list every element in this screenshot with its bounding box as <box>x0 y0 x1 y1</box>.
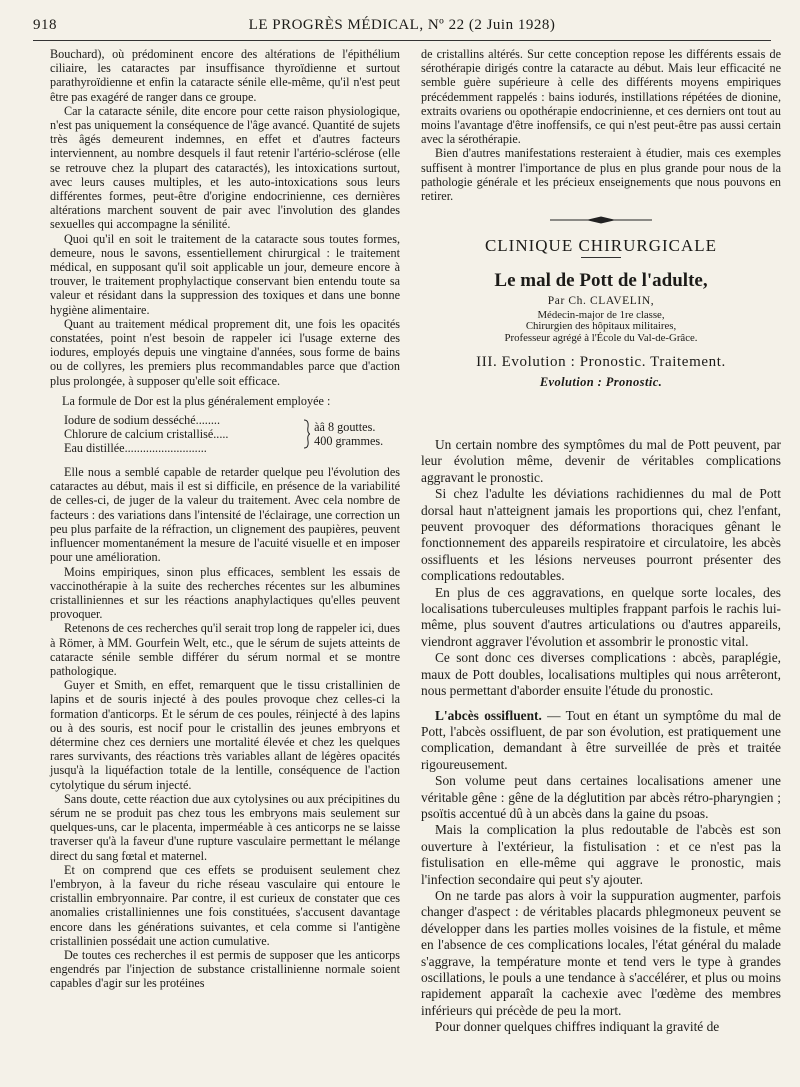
formula-dose: àâ 8 gouttes. <box>314 420 376 435</box>
part-heading: III. Evolution : Pronostic. Traitement. <box>476 354 726 371</box>
formula-line: Eau distillée........................... <box>64 441 207 456</box>
paragraph: Bien d'autres manifestations resteraient à étudier, mais ces exemples suffisent à montrer l'importance de plus en plus grande pour nous de la pathologie générale et les précieux enseignements que nous pouvons en retirer. <box>421 146 781 204</box>
paragraph <box>421 708 781 774</box>
formula-table <box>50 413 400 455</box>
journal-title: LE PROGRÈS MÉDICAL, Nº 22 (2 Juin 1928) <box>248 17 556 33</box>
formula-intro: La formule de Dor est la plus généralement employée : <box>62 393 331 408</box>
right-column <box>421 47 781 397</box>
paragraph: De toutes ces recherches il est permis de supposer que les anticorps engendrés par l'injection de substance cristallinienne normale soient capables d'agir sur les protéines <box>50 947 400 991</box>
paragraph: Mais la complication la plus redoutable de l'abcès est son ouverture à l'extérieur, la fistulisation : et ce n'est pas la fistulisation en elle-même qui aggrave le pronostic, mais l'infection secondaire qui peut s'y ajouter. <box>421 822 781 887</box>
paragraph: Retenons de ces recherches qu'il serait trop long de rappeler ici, dues à Römer, à MM. Gourfein Welt, etc., que le sérum de sujets atteints de cataracte sénile semble différer du sérum normal et se montre pathologique. <box>50 621 400 678</box>
paragraph: Son volume peut dans certaines localisations amener une véritable gêne : gêne de la déglutition par abcès rétro-pharyngien ; psoïtis accentué dû à un abcès dans la gaine du psoas. <box>421 773 781 821</box>
formula-ingredients <box>50 413 303 455</box>
paragraph: Si chez l'adulte les déviations rachidiennes du mal de Pott dorsal haut n'atteignent jamais les proportions qui, chez l'enfant, peuvent provoquer des déformations thoraciques gênant le fonctionnement des appareils respiratoire et circulatoire, les abcès ossifluents et les lésions nerveuses pourront présenter des complications redoutables. <box>421 486 781 584</box>
right-column-body <box>421 437 781 1036</box>
brace-icon <box>303 419 311 449</box>
paragraph: Un certain nombre des symptômes du mal de Pott peuvent, par leur évolution même, devenir de véritables complications aggravant le pronostic. <box>421 437 781 485</box>
affiliation-line: Chirurgien des hôpitaux militaires, <box>525 320 677 333</box>
paragraph: de cristallins altérés. Sur cette conception repose les différents essais de sérothérapie dirigés contre la cataracte au début. Mais leur efficacité ne semble guère supérieure à celle des différents moyens empiriques précédemment rappelés : bains iodurés, instillations répétées de dionine, extraits ovariens ou opothérapie endocrinienne, et ces derniers ont tout au moins l'avantage d'être inoffensifs, ce qui n'est peut-être pas aussi certain avec la sérothérapie. <box>421 47 781 147</box>
section-divider <box>421 215 781 225</box>
run-in-heading: L'abcès ossifluent. <box>435 707 542 723</box>
article-title: Le mal de Pott de l'adulte, <box>494 270 708 292</box>
page-header <box>33 17 771 39</box>
paragraph: Et on comprend que ces effets se produisent seulement chez l'embryon, à la faveur du riche réseau vasculaire qui entoure le cristallin embryonnaire. Par contre, il est curieux de constater que ces anomalies cristalliniennes une fois constituées, s'accusent davantage encore dans les générations suivantes, et cela comme si l'antigène cristallinien possédait une action cumulative. <box>50 862 400 948</box>
left-column <box>50 47 400 991</box>
paragraph: Quant au traitement médical proprement dit, une fois les opacités constatées, point n'est besoin de rappeler ici l'usage externe des iodures, employés depuis une vingtaine d'années, sous forme de bains ou de collyres, les premiers plus recommandables parce que d'action plus prolongée, à supposer qu'elle soit efficace. <box>50 316 400 388</box>
formula-line: Iodure de sodium desséché........ <box>64 413 221 428</box>
paragraph: Sans doute, cette réaction due aux cytolysines ou aux précipitines du sérum ne se produit pas chez tous les embryons mais seulement sur quelques-uns, car le placenta, imperméable à ces anticorps ne se laisse traverser qu'à la faveur d'une rupture vasculaire permettant le mélange direct du sang fœtal et maternel. <box>50 791 400 863</box>
run-in-text: — Tout en étant un symptôme du mal de Pott, l'abcès ossifluent, de par son évolution, est pratiquement une complication, demandant à être surveillée de près et traitée rigoureusement. <box>421 707 781 772</box>
paragraph: Elle nous a semblé capable de retarder quelque peu l'évolution des cataractes au début, mais il est si difficile, en présence de la variabilité de celles-ci, de juger de la valeur du traitement. Avec cela nombre de facteurs : des variations dans l'intensité de l'éclairage, une correction un peu plus parfaite de la réfraction, un clignement des paupières, peuvent influencer momentanément la mesure de l'acuité visuelle et en imposer pour une amélioration. <box>50 465 400 565</box>
section-title: CLINIQUE CHIRURGICALE <box>484 236 718 256</box>
paragraph: Car la cataracte sénile, dite encore pour cette raison physiologique, n'est pas uniquement la conséquence de l'âge avancé. Quantité de sujets très âgés demeurent indemnes, en effet et d'autres facteurs interviennent, au nombre desquels il faut retenir l'artério-sclérose (elle se retrouve chez la plupart des cataractés), les intoxications surtout, avec leurs causes multiples, et les auto-intoxications sous leurs différentes formes, peut-être d'origine endocrinienne, ces dernières altérations marchent souvent de pair avec l'involution des glandes sexuelles qui accompagne la sénilité. <box>50 103 400 232</box>
paragraph: Quoi qu'il en soit le traitement de la cataracte sous toutes formes, demeure, nous le savons, essentiellement chirurgical : le traitement médical, en supposant qu'il soit applicable un jour, demeure encore à trouver, le traitement prophylactique conservant bien entendu toute sa valeur et résidant dans la suppression des toxiques et dans une bonne hygiène alimentaire. <box>50 231 400 317</box>
title-rule <box>581 257 621 258</box>
paragraph: On ne tarde pas alors à voir la suppuration augmenter, parfois changer d'aspect : de véritables placards phlegmoneux peuvent se développer dans les parties molles voisines de la fistule, et même en l'absence de ces complications locales, l'état général du malade s'aggrave, la température monte et tend vers le type à grandes oscillations, le pouls a une tendance à s'accélérer, et plus ou moins rapidement apparaît la cachexie avec l'œdème des membres inférieurs qui précède de peu la mort. <box>421 887 781 1018</box>
paragraph: Bouchard), où prédominent encore des altérations de l'épithélium ciliaire, les cataractes par insuffisance thyroïdienne et surtout parathyroïdienne et enfin la cataracte sénile elle-même, qu'il n'est peut être pas exagéré de ranger dans ce groupe. <box>50 47 400 104</box>
dor-formula <box>50 394 400 455</box>
divider-ornament-icon <box>546 215 656 225</box>
page-number: 918 <box>33 17 57 33</box>
spacer <box>421 700 781 708</box>
paragraph: En plus de ces aggravations, en quelque sorte locales, des localisations tuberculeuses multiples frappant parfois le rachis lui-même, plus souvent d'autres articulations ou d'autres appareils, viendront aggraver l'évolution et assombrir le pronostic vital. <box>421 584 781 649</box>
affiliation-line: Médecin-major de 1re classe, <box>537 308 665 321</box>
author-line: Par Ch. CLAVELIN, <box>547 294 655 307</box>
paragraph: Guyer et Smith, en effet, remarquent que le tissu cristallinien de lapins et de souris injecté à des poules provoque chez celles-ci la formation d'anticorps. Et le sérum de ces poules, réinjecté à des lapins ou à des souris, est nocif pour le cristallin des jeunes embryons et détermine chez ces derniers une mortalité élevée et chez les quelques rares survivants, des réactions très variables allant de légères opacités jusqu'à la liquéfaction totale de la lentille, conséquence de l'action cytolytique du sérum injecté. <box>50 678 400 792</box>
formula-line: Chlorure de calcium cristallisé..... <box>64 427 229 442</box>
paragraph: Ce sont donc ces diverses complications : abcès, paraplégie, maux de Pott doubles, localisations multiples qui nous arrêteront, nous permettant d'aborder ensuite l'étude du pronostic. <box>421 650 781 699</box>
header-rule <box>33 40 771 41</box>
paragraph: Moins empiriques, sinon plus efficaces, semblent les essais de vaccinothérapie à la suite des recherches récentes sur les albumines cristalliniennes et sur les réactions anaphylactiques qu'elles peuvent provoquer. <box>50 564 400 622</box>
formula-doses <box>310 420 400 448</box>
paragraph: Pour donner quelques chiffres indiquant la gravité de <box>435 1019 720 1035</box>
affiliation-line: Professeur agrégé à l'École du Val-de-Grâce. <box>504 331 698 344</box>
formula-dose: 400 grammes. <box>314 434 384 449</box>
sub-heading: Evolution : Pronostic. <box>539 374 663 389</box>
